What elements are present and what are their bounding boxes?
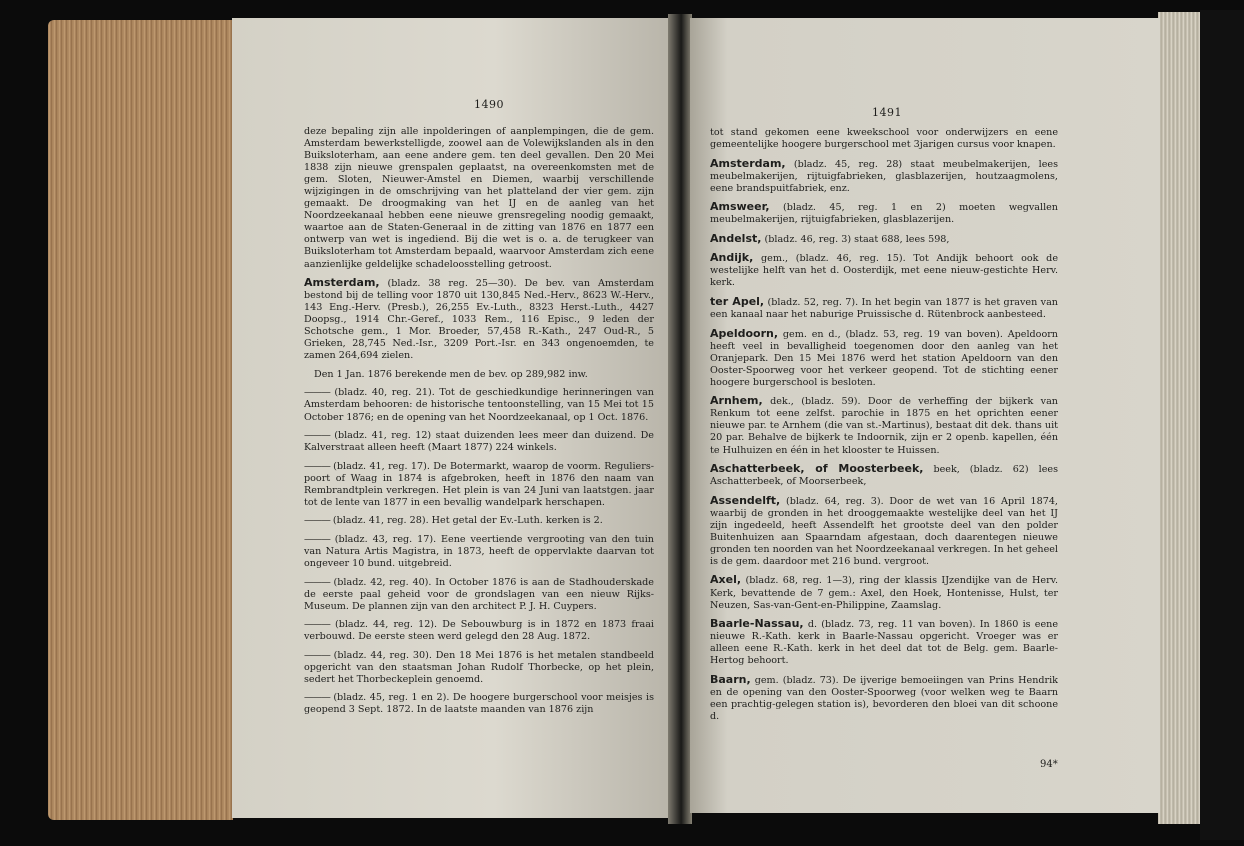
entry-headword: Andelst, <box>710 231 762 245</box>
right-page-text <box>710 127 1058 729</box>
entry-text: gem., (bladz. 46, reg. 15). Tot Andijk behoort ook de westelijke helft van het d. Oosterdijk, met eene nieuw-gestichte Herv. kerk. <box>710 253 1059 289</box>
entry-headword: Andijk, <box>710 251 754 265</box>
entry-headword: Amsweer, <box>710 200 770 214</box>
entry-text: (bladz. 41, reg. 28). Het getal der Ev.-Luth. kerken is 2. <box>332 515 603 527</box>
paragraph <box>710 495 1058 568</box>
paragraph <box>710 674 1058 723</box>
paragraph <box>710 463 1058 488</box>
entry-text: (bladz. 41, reg. 17). De Botermarkt, waarop de voorm. Regulierspoort of Waag in 1874 is afgebroken, heeft in 1876 den naam van Rembrandtplein verkregen. Het plein is van 24 Juni van laatstgen. jaar tot de lente van 1877 in een bevallig wandelpark herschapen. <box>304 460 654 508</box>
entry-text: (bladz. 45, reg. 1 en 2) moeten wegvallen meubelmakerijen, rijtuigfabrieken, glasblazerijen. <box>710 202 1058 226</box>
entry-headword: ——— <box>304 619 330 631</box>
entry-headword: ter Apel, <box>710 295 765 309</box>
entry-headword: Aschatterbeek, of Moosterbeek, <box>710 462 924 476</box>
paragraph <box>710 395 1058 456</box>
paragraph <box>710 328 1058 389</box>
entry-headword: Apeldoorn, <box>710 326 779 340</box>
paragraph <box>304 534 654 570</box>
left-page-edges <box>48 20 233 820</box>
entry-text: tot stand gekomen eene kweekschool voor onderwijzers en eene gemeentelijke hoogere burgerschool met 3jarigen cursus voor knapen. <box>710 127 1058 151</box>
paragraph <box>710 574 1058 611</box>
entry-headword: ——— <box>304 515 330 527</box>
paragraph <box>304 515 654 527</box>
entry-text: (bladz. 40, reg. 21). Tot de geschiedkundige herinneringen van Amsterdam behooren: de historische tentoonstelling, van 15 Mei tot 15 October 1876; en de opening van het Noordzeekanaal, op 1 Oct. 1876. <box>304 387 654 423</box>
entry-text: (bladz. 43, reg. 17). Eene veertiende vergrooting van den tuin van Natura Artis Magistra, in 1873, heeft de oppervlakte daarvan tot ongeveer 10 bund. uitgebreid. <box>304 533 654 569</box>
entry-headword: Axel, <box>710 573 742 587</box>
page-number-left: 1490 <box>474 98 504 111</box>
paragraph <box>304 650 654 686</box>
paragraph <box>304 619 654 643</box>
right-page <box>690 18 1160 813</box>
entry-text: (bladz. 38 reg. 25—30). De bev. van Amsterdam bestond bij de telling voor 1870 uit 130,845 Ned.-Herv., 8623 W.-Herv., 143 Eng.-Herv. (Presb.), 26,255 Ev.-Luth., 8323 Herst.-Luth., 4427 Doopsg., 1914 Chr.-Geref., 1033 Rem., 116 Episc., 9 leden der Schotsche gem., 1 Mor. Broeder, 57,458 R.-Kath., 247 Oud-R., 5 Grieken, 28,745 Ned.-Isr., 3209 Port.-Isr. en 343 ongenoemden, te zamen 264,694 zielen. <box>304 278 654 362</box>
entry-text: (bladz. 64, reg. 3). Door de wet van 16 April 1874, waarbij de gronden in het drooggemaakte westelijke deel van het IJ zijn ingedeeld, heeft Assendelft het grootste deel van den polder Buitenhuizen aan Spaarndam afgestaan, doch daarentegen nieuwe gronden ten noorden van het Noordzeekanaal verkregen. In het geheel is de gem. daardoor met 216 bund. vergroot. <box>710 495 1058 567</box>
entry-text: (bladz. 44, reg. 12). De Sebouwburg is in 1872 en 1873 fraai verbouwd. De eerste steen werd gelegd den 28 Aug. 1872. <box>304 619 654 643</box>
entry-text: (bladz. 52, reg. 7). In het begin van 1877 is het graven van een kanaal naar het naburige Pruissische d. Rütenbrock aanbesteed. <box>710 297 1058 321</box>
paragraph <box>710 127 1058 151</box>
entry-text: (bladz. 41, reg. 12) staat duizenden lees meer dan duizend. De Kalverstraat alleen heeft (Maart 1877) 224 winkels. <box>304 430 654 454</box>
paragraph <box>710 201 1058 226</box>
paragraph <box>304 126 654 271</box>
entry-headword: ——— <box>304 430 330 442</box>
paragraph <box>304 387 654 423</box>
entry-headword: Amsterdam, <box>304 276 380 290</box>
entry-text: (bladz. 46, reg. 3) staat 688, lees 598, <box>764 233 950 245</box>
paragraph <box>304 430 654 454</box>
entry-headword: ——— <box>304 692 330 704</box>
entry-headword: ——— <box>304 533 330 545</box>
entry-text: (bladz. 42, reg. 40). In October 1876 is aan de Stadhouderskade de eerste paal geheid voor de grondslagen van een nieuw Rijks-Museum. De plannen zijn van den architect P. J. H. Cuypers. <box>304 576 654 612</box>
signature-mark: 94* <box>1040 759 1058 770</box>
left-page-text <box>304 126 654 723</box>
entry-headword: Amsterdam, <box>710 156 786 170</box>
left-page <box>232 18 670 818</box>
entry-text: gem. en d., (bladz. 53, reg. 19 van boven). Apeldoorn heeft veel in bevalligheid toegenomen door den aanleg van het Oranjepark. Den 15 Mei 1876 werd het station Apeldoorn van den Ooster-Spoorweg voor het verkeer geopend. Tot de stichting eener hoogere burgerschool is besloten. <box>710 328 1058 388</box>
entry-text: d. (bladz. 73, reg. 11 van boven). In 1860 is eene nieuwe R.-Kath. kerk in Baarle-Nassau opgericht. Vroeger was er alleen eene R.-Kath. kerk in het deel dat tot de Belg. gem. Baarle-Hertog behoort. <box>710 619 1058 667</box>
paragraph <box>304 577 654 613</box>
book-spine <box>668 14 692 824</box>
paragraph <box>304 277 654 362</box>
paragraph <box>710 618 1058 667</box>
entry-text: deze bepaling zijn alle inpolderingen of aanplempingen, die de gem. Amsterdam bewerkstelligde, zoowel aan de Volewijkslanden als in den Buiksloterham, aan eene andere gem. ten deel gevallen. Den 20 Mei 1838 zijn nieuwe grenspalen geplaatst, na overeenkomsten met de gem. Sloten, Nieuwer-Amstel en Diemen, waarbij verschillende wijzigingen in de omschrijving van het platteland der vier gem. zijn gemaakt. De droogmaking van het IJ en de aanleg van het Noordzeekanaal hebben eene nieuwe grensregeling noodig gemaakt, waartoe aan de Staten-Generaal in de zitting van 1876 en 1877 een ontwerp van wet is ingediend. Bij die wet is o. a. de terugkeer van Buiksloterham tot Amsterdam bepaald, waarvoor Amsterdam zich eene aanzienlijke geldelijke schadeloosstelling getroost. <box>304 126 654 270</box>
entry-text: beek, (bladz. 62) lees Aschatterbeek, of Moorserbeek, <box>710 464 1058 488</box>
paragraph <box>710 158 1058 195</box>
entry-headword: Assendelft, <box>710 493 781 507</box>
paragraph <box>710 296 1058 321</box>
entry-text: (bladz. 44, reg. 30). Den 18 Mei 1876 is het metalen standbeeld opgericht van den staatsman Johan Rudolf Thorbecke, op het plein, sedert het Thorbeckeplein genoemd. <box>304 649 654 685</box>
entry-text: dek., (bladz. 59). Door de verheffing der bijkerk van Renkum tot eene zelfst. parochie in 1875 en het oprichten eener nieuwe par. te Arnhem (die van st.-Martinus), bestaat dit dek. thans uit 20 par. Behalve de bijkerk te Indoornik, zijn er 2 openb. kapellen, één te Hulhuizen en één in het klooster te Huissen. <box>710 396 1058 456</box>
paragraph <box>304 461 654 509</box>
entry-headword: ——— <box>304 649 330 661</box>
entry-headword: Baarle-Nassau, <box>710 617 804 631</box>
entry-text: (bladz. 45, reg. 1 en 2). De hoogere burgerschool voor meisjes is geopend 3 Sept. 1872. In de laatste maanden van 1876 zijn <box>304 692 654 716</box>
page-number-right: 1491 <box>872 106 902 119</box>
entry-text: (bladz. 68, reg. 1—3), ring der klassis IJzendijke van de Herv. Kerk, bevattende de 7 gem.: Axel, den Hoek, Hontenisse, Hulst, ter Neuzen, Sas-van-Gent-en-Philippine, Zaamslag. <box>710 575 1058 611</box>
entry-headword: ——— <box>304 576 330 588</box>
entry-text: Den 1 Jan. 1876 berekende men de bev. op 289,982 inw. <box>314 368 588 380</box>
entry-headword: ——— <box>304 460 330 472</box>
dark-background <box>1200 10 1244 840</box>
entry-headword: ——— <box>304 387 330 399</box>
paragraph <box>710 233 1058 246</box>
entry-text: (bladz. 45, reg. 28) staat meubelmakerijen, lees meubelmakerijen, rijtuigfabrieken, glasblazerijen, houtzaagmolens, eene brandspuitfabriek, enz. <box>710 158 1058 194</box>
entry-headword: Baarn, <box>710 672 751 686</box>
paragraph <box>304 692 654 716</box>
entry-headword: Arnhem, <box>710 394 763 408</box>
right-page-edges <box>1158 12 1206 824</box>
entry-text: gem. (bladz. 73). De ijverige bemoeiingen van Prins Hendrik en de opening van den Ooster-Spoorweg (voor welken weg te Baarn een prachtig-gelegen station is), bevorderen den bloei van dit schoone d. <box>710 674 1058 722</box>
paragraph <box>304 369 654 381</box>
paragraph <box>710 252 1058 289</box>
